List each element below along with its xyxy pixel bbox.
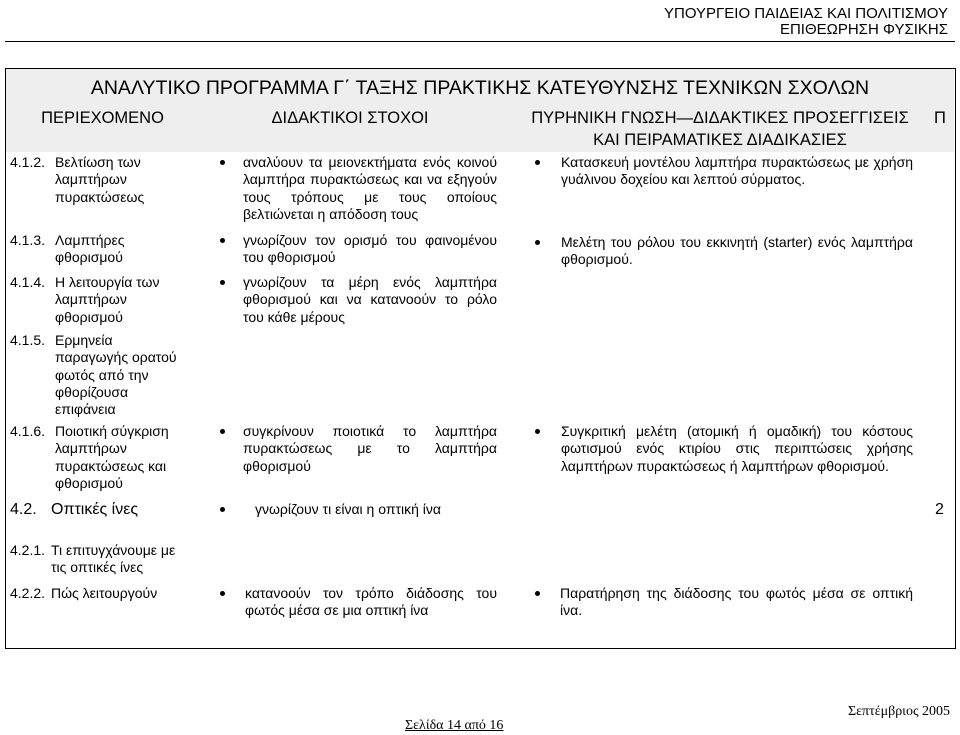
row-activity	[560, 585, 913, 620]
row-title-line: παραγωγής ορατού	[55, 349, 177, 366]
row-goal	[245, 585, 497, 620]
row-number: 4.2.1.	[10, 542, 46, 558]
row-title-line: λαμπτήρων	[55, 291, 127, 308]
footer-date: Σεπτέμβριος 2005	[847, 704, 950, 719]
bullet-icon	[220, 429, 225, 434]
column-header-approaches-line: ΚΑΙ ΠΕΙΡΑΜΑΤΙΚΕΣ ΔΙΑΔΙΚΑΣΙΕΣ	[593, 131, 847, 149]
row-goal-line: γνωρίζουν τι είναι η οπτική ίνα	[255, 501, 441, 517]
row-title-line: Βελτίωση των	[55, 154, 141, 170]
row-activity-line: λαμπτήρων πυρακτώσεως ή λαμπτήρων φθορισμού.	[561, 457, 889, 474]
row-title-line: φθορισμού	[55, 308, 123, 325]
row-title	[51, 585, 191, 602]
bullet-icon	[535, 160, 540, 165]
row-title-line: Πώς λειτουργούν	[51, 585, 158, 601]
row-title-line: φθορίζουσα	[55, 383, 129, 400]
row-number: 4.1.6.	[10, 423, 46, 439]
row-goal-line: φθορισμού και να κατανοούν το ρόλο	[243, 291, 497, 308]
ministry-name: ΥΠΟΥΡΓΕΙΟ ΠΑΙΔΕΙΑΣ ΚΑΙ ΠΟΛΙΤΙΣΜΟΥ	[664, 5, 948, 22]
row-title-line: φθορισμού	[55, 249, 123, 266]
row-goal	[255, 501, 505, 518]
row-activity-line: Μελέτη του ρόλου του εκκινητή (starter) ενός λαμπτήρα	[561, 234, 913, 250]
row-activity-line: ίνα.	[560, 602, 583, 619]
row-periods: 2	[935, 501, 944, 518]
row-title	[55, 332, 195, 418]
row-goal-line: αναλύουν τα μειονεκτήματα ενός κοινού	[243, 154, 497, 170]
row-number: 4.1.3.	[10, 232, 46, 248]
row-title-line: Λαμπτήρες	[55, 232, 125, 248]
row-title	[51, 500, 191, 520]
bullet-icon	[535, 591, 540, 596]
row-title-line: φωτός από την	[55, 366, 149, 383]
row-number: 4.1.4.	[10, 274, 46, 290]
row-activity-line: φωτισμού ενός κτιρίου στις περιπτώσεις χρήσης	[561, 440, 913, 457]
row-activity-line: φθορισμού.	[561, 251, 633, 268]
row-goal-line: τους τρόπους με τους οποίους	[243, 188, 497, 205]
row-goal	[243, 154, 497, 223]
row-title-line: τις οπτικές ίνες	[51, 559, 144, 576]
bullet-icon	[535, 240, 540, 245]
row-goal-line: γνωρίζουν τα μέρη ενός λαμπτήρα	[243, 274, 497, 290]
row-title-line: Οπτικές ίνες	[51, 501, 139, 518]
bullet-icon	[220, 238, 225, 243]
header-rule	[5, 41, 955, 42]
bullet-icon	[535, 429, 540, 434]
row-goal	[243, 423, 497, 475]
column-header-approaches	[520, 107, 920, 151]
row-goal-line: λαμπτήρα πυρακτώσεως και να εξηγούν	[243, 171, 497, 188]
row-goal-line: του φθορισμού	[243, 249, 336, 266]
row-title-line: Η λειτουργία των	[55, 274, 160, 290]
row-title-line: επιφάνεια	[55, 401, 116, 418]
row-title	[55, 154, 195, 206]
column-header-goals	[190, 107, 510, 129]
row-number: 4.1.2.	[10, 154, 46, 170]
row-goal-line: κατανοούν τον τρόπο διάδοσης του	[245, 585, 497, 601]
row-title-line: πυρακτώσεως	[55, 188, 145, 205]
bullet-icon	[220, 280, 225, 285]
row-goal-line: συγκρίνουν ποιοτικά το λαμπτήρα	[243, 423, 497, 439]
row-goal-line: του κάθε μέρους	[243, 308, 345, 325]
row-title	[55, 423, 195, 492]
row-title-line: λαμπτήρων	[55, 171, 127, 188]
row-activity-line: Παρατήρηση της διάδοσης του φωτός μέσα σε οπτική	[560, 585, 913, 601]
column-header-periods-label: Π	[934, 109, 946, 127]
bullet-icon	[220, 160, 225, 165]
row-goal-line: φωτός μέσα σε μια οπτική ίνα	[245, 602, 429, 619]
column-header-goals-label: ΔΙΔΑΚΤΙΚΟΙ ΣΤΟΧΟΙ	[271, 109, 429, 127]
column-header-content-label: ΠΕΡΙΕΧΟΜΕΝΟ	[41, 109, 164, 127]
row-title-line: λαμπτήρων	[55, 440, 127, 457]
running-header	[664, 6, 948, 38]
footer-page-number: Σελίδα 14 από 16	[405, 718, 504, 733]
row-goal-line: πυρακτώσεως με το λαμπτήρα	[243, 440, 497, 457]
row-title-line: Ποιοτική σύγκριση	[55, 423, 169, 439]
row-goal-line: φθορισμού	[243, 457, 311, 474]
row-title	[55, 232, 195, 267]
table-title: ΑΝΑΛΥΤΙΚΟ ΠΡΟΓΡΑΜΜΑ Γ΄ ΤΑΞΗΣ ΠΡΑΚΤΙΚΗΣ ΚΑΤΕΥΘΥΝΣΗΣ ΤΕΧΝΙΚΩΝ ΣΧΟΛΩΝ	[90, 77, 870, 99]
bullet-icon	[220, 591, 225, 596]
row-activity-line: Κατασκευή μοντέλου λαμπτήρα πυρακτώσεως με χρήση	[561, 154, 913, 170]
column-header-periods	[925, 107, 955, 129]
row-goal	[243, 232, 497, 267]
row-number: 4.2.	[10, 501, 37, 518]
row-activity	[561, 154, 913, 189]
row-number: 4.1.5.	[10, 332, 46, 348]
row-activity-line: Συγκριτική μελέτη (ατομική ή ομαδική) του κόστους	[561, 423, 913, 439]
row-title-line: πυρακτώσεως και	[55, 457, 167, 474]
row-goal	[243, 274, 497, 326]
row-goal-line: γνωρίζουν τον ορισμό του φαινομένου	[243, 232, 497, 248]
row-title	[55, 274, 195, 326]
row-title	[51, 542, 191, 577]
row-activity	[561, 234, 913, 269]
row-title-line: Ερμηνεία	[55, 332, 113, 348]
inspection-name: ΕΠΙΘΕΩΡΗΣΗ ΦΥΣΙΚΗΣ	[779, 21, 948, 38]
row-activity	[561, 423, 913, 475]
row-goal-line: βελτιώνεται η απόδοση τους	[243, 205, 419, 222]
row-activity-line: γυάλινου δοχείου και λεπτού σύρματος.	[561, 171, 806, 188]
row-title-line: φθορισμού	[55, 474, 123, 491]
bullet-icon	[220, 507, 225, 512]
row-title-line: Τι επιτυγχάνουμε με	[51, 542, 176, 558]
column-header-content	[5, 107, 200, 129]
row-number: 4.2.2.	[10, 585, 46, 601]
column-header-approaches-line: ΠΥΡΗΝΙΚΗ ΓΝΩΣΗ—ΔΙΔΑΚΤΙΚΕΣ ΠΡΟΣΕΓΓΙΣΕΙΣ	[531, 109, 909, 127]
